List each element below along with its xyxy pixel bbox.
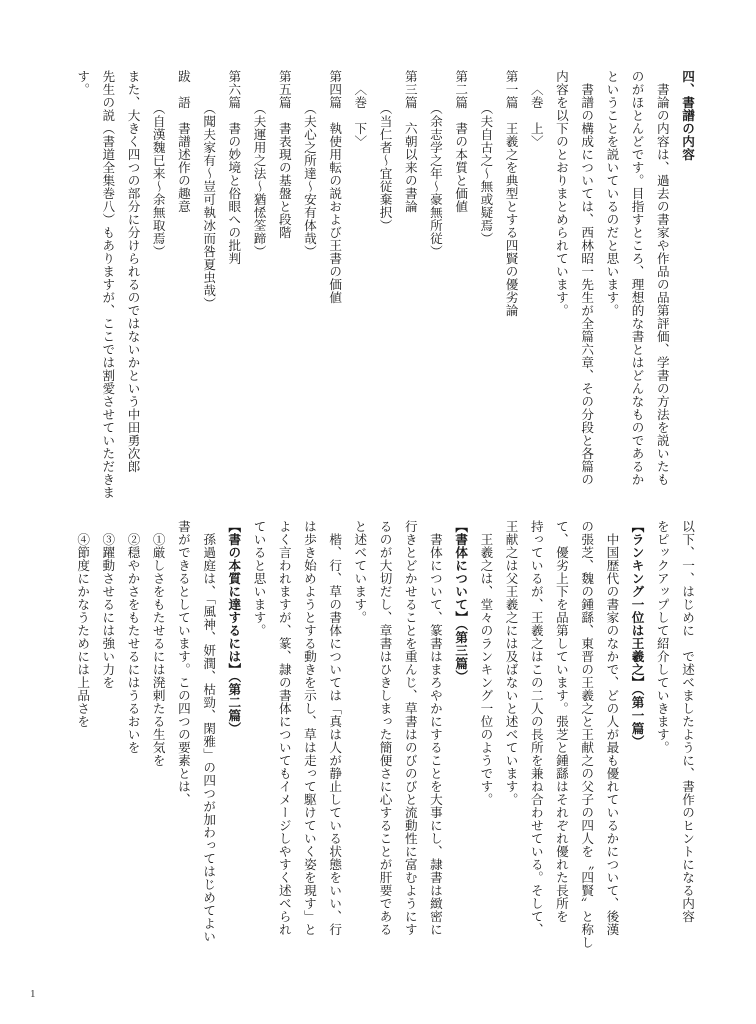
subsection-heading: 【書の本質に達するには】（第二篇） <box>226 520 242 735</box>
paragraph-line: 書ができるとしています。この四つの要素とは、 <box>175 520 191 806</box>
chapter-range: （自漢魏已来～余無取焉） <box>150 101 166 258</box>
chapter-title: 第五篇 書表現の基盤と段階 <box>276 70 292 239</box>
paragraph-line: の張芝、魏の鍾繇、東晋の王羲之と王献之の父子の四人を〝四賢〟と称し <box>579 520 595 949</box>
list-item: ③躍動させるには強い力を <box>100 532 116 689</box>
subsection-heading: 【ランキング一位は王羲之】（第一篇） <box>629 520 645 748</box>
paragraph-line: 書体について、篆書はまろやかにすることを大事にし、隷書は緻密に <box>427 532 443 936</box>
volume-label: 〈巻 上〉 <box>528 82 544 148</box>
chapter-title: 第四篇 執使用転の説および王書の価値 <box>327 70 343 304</box>
paragraph-line: 書譜の構成については、西林昭一先生が全篇六章、その分段と各篇の <box>579 82 595 486</box>
paragraph-line: をピックアップして紹介していきます。 <box>654 520 670 754</box>
paragraph-line: また、大きく四つの部分に分けられるのではないかという中田勇次郎 <box>125 70 141 473</box>
page-number: 1 <box>30 988 36 1000</box>
chapter-title: 跋 語 書譜述作の趣意 <box>175 70 191 213</box>
paragraph-line: 行きとどかせることを重んじ、草書はのびのびと流動性に富むようにす <box>402 520 418 936</box>
chapter-range: （当仁者～宜従棄択） <box>377 101 393 232</box>
paragraph-line: 以下、一、はじめに で述べましたように、書作のヒントになる内容 <box>680 520 695 923</box>
chapter-title: 第六篇 書の妙境と俗眼への批判 <box>226 70 242 265</box>
paragraph-line: 王献之は父王羲之には及ばないと述べています。 <box>503 520 519 806</box>
paragraph-line: て、優劣上下を品第しています。張芝と鍾繇はそれぞれ優れた長所を <box>553 520 569 923</box>
section-heading: 四、書譜の内容 <box>680 70 695 161</box>
volume-label: 〈巻 下〉 <box>352 82 368 148</box>
list-item: ②穏やかさをもたせるにはうるおいを <box>125 532 141 754</box>
paragraph-line: す。 <box>75 70 91 96</box>
paragraph-line: 楷、行、草の書体については「真は人が静止している状態をいい、行 <box>327 532 343 936</box>
paragraph-line: ていると思います。 <box>251 520 267 637</box>
paragraph-line: 書論の内容は、過去の書家や作品の品第評価、学書の方法を説いたも <box>654 82 670 486</box>
paragraph-line: ということを説いているのだと思います。 <box>604 70 620 317</box>
paragraph-line: は歩き始めようとする動きを示し、草は走って駆けていく姿を現す」と <box>301 520 317 936</box>
chapter-title: 第三篇 六朝以来の書論 <box>402 70 418 213</box>
lower-text-block <box>52 520 700 970</box>
paragraph-line: 中国歴代の書家のなかで、どの人が最も優れているかについて、後漢 <box>604 532 620 936</box>
chapter-range: （聞夫家有～豈可執冰而咎夏虫哉） <box>201 101 217 310</box>
list-item: ①厳しさをもたせるには溌剌たる生気を <box>150 532 166 767</box>
paragraph-line: よく言われますが、篆、隷の書体についてもイメージしやすく述べられ <box>276 520 292 936</box>
chapter-range: （夫自古之～無或疑焉） <box>478 101 494 245</box>
chapter-range: （夫運用之法～猶恡筌蹄） <box>251 101 267 258</box>
paragraph-line: 持っているが、王羲之はこの二人の長所を兼ね合わせている。そして、 <box>528 520 544 936</box>
paragraph-line: と述べています。 <box>352 520 368 624</box>
paragraph-line: のがほとんどです。目指すところ、理想的な書とはどんなものであるか <box>629 70 645 486</box>
list-item: ④節度にかなうためには上品さを <box>75 532 91 728</box>
chapter-title: 第一篇 王羲之を典型とする四賢の優劣論 <box>503 70 519 317</box>
chapter-range: （余志学之年～豪無所従） <box>427 101 443 258</box>
paragraph-line: 孫過庭は、「風神、妍潤、枯勁、閑雅」の四つが加わってはじめてよい <box>201 532 217 943</box>
paragraph-line: 先生の説（書道全集巻八）もありますが、ここでは割愛させていただきま <box>100 70 116 499</box>
paragraph-line: 内容を以下のとおりまとめられています。 <box>553 70 569 317</box>
paragraph-line: るのが大切だし、章書はひきしまった簡便さに心することが肝要である <box>377 520 393 936</box>
chapter-range: （夫心之所達～安有体哉） <box>301 101 317 258</box>
upper-text-block <box>52 70 700 499</box>
subsection-heading: 【書体について】（第三篇） <box>453 520 469 683</box>
chapter-title: 第二篇 書の本質と価値 <box>453 70 469 213</box>
paragraph-line: 王羲之は、堂々のランキング一位のようです。 <box>478 532 494 806</box>
